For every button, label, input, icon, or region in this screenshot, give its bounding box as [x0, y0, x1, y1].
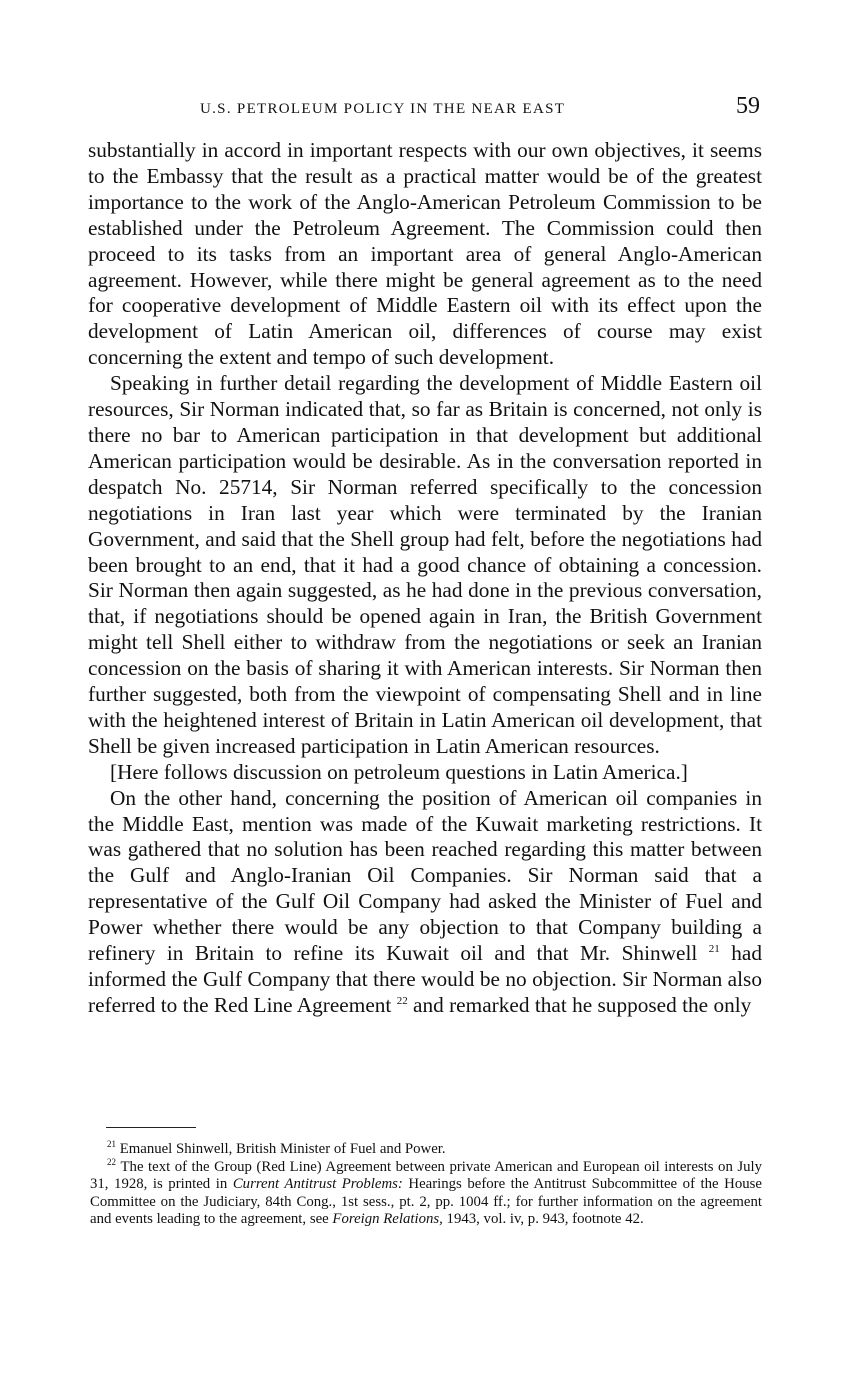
footnote-mark-21: 21	[107, 1139, 116, 1150]
footnote-22-text-b: Hearings before the Antitrust Subcommittee of the House Committee on the Judiciary, 84th Cong., 1st sess., pt. 2, pp. 1004 ff.; for further information on the agreement and events leading to the agreement, see	[90, 1176, 762, 1227]
footnotes	[90, 1141, 762, 1229]
paragraph-4-part-c: and remarked that he supposed the only	[413, 992, 752, 1017]
citation-title-foreign-relations: Foreign Relations,	[332, 1211, 443, 1227]
body-text	[88, 138, 762, 1019]
paragraph-4	[88, 786, 762, 1019]
footnote-21-text: Emanuel Shinwell, British Minister of Fuel and Power.	[119, 1141, 446, 1157]
footnote-22-text-c: 1943, vol. iv, p. 943, footnote 42.	[446, 1211, 644, 1227]
footnote-ref-21[interactable]: 21	[708, 943, 720, 955]
paragraph-4-part-a: On the other hand, concerning the position of American oil companies in the Middle East, mention was made of the Kuwait marketing restrictions. It was gathered that no solution has been reached regarding this matter between the Gulf and Anglo-Iranian Oil Companies. Sir Norman said that a representative of the Gulf Oil Company had asked the Minister of Fuel and Power whether there would be any objection to that Company building a refinery in Britain to refine its Kuwait oil and that Mr. Shinwell	[88, 785, 762, 966]
paragraph-4-part-b: had informed the Gulf Company that there would be no objection. Sir Norman also referred to the Red Line Agreement	[88, 941, 763, 1017]
footnote-21	[90, 1141, 762, 1159]
citation-title-current-antitrust: Current Antitrust Problems:	[232, 1176, 403, 1192]
footnote-22	[90, 1156, 763, 1229]
running-head: U.S. PETROLEUM POLICY IN THE NEAR EAST	[200, 101, 566, 117]
footnote-22-text-a: The text of the Group (Red Line) Agreement between private American and European oil interests on July 31, 1928, is printed in	[90, 1158, 763, 1192]
footnote-ref-22[interactable]: 22	[396, 994, 408, 1007]
paragraph-1: substantially in accord in important respects with our own objectives, it seems to the Embassy that the result as a practical matter would be of the greatest importance to the work of the Anglo-American Petroleum Commission to be established under the Petroleum Agreement. The Commission could then proceed to its tasks from an important area of general Anglo-American agreement. However, while there might be general agreement as to the need for cooperative development of Middle Eastern oil with its effect upon the development of Latin American oil, differences of course may exist concerning the extent and tempo of such development.	[88, 138, 762, 370]
footnote-divider	[106, 1127, 196, 1128]
footnote-mark-22: 22	[107, 1156, 116, 1167]
page-number: 59	[736, 93, 760, 119]
paragraph-2: Speaking in further detail regarding the development of Middle Eastern oil resources, Sir Norman indicated that, so far as Britain is concerned, not only is there no bar to American participation in that development but additional American participation would be desirable. As in the conversation reported in despatch No. 25714, Sir Norman referred specifically to the concession negotiations in Iran last year which were terminated by the Iranian Government, and said that the Shell group had felt, before the negotiations had been brought to an end, that it had a good chance of obtaining a concession. Sir Norman then again suggested, as he had done in the previous conversation, that, if negotiations should be opened again in Iran, the British Government might tell Shell either to withdraw from the negotiations or seek an Iranian concession on the basis of sharing it with American interests. Sir Norman then further suggested, both from the viewpoint of compensating Shell and in line with the heightened interest of Britain in Latin American oil development, that Shell be given increased participation in Latin American resources.	[88, 371, 762, 758]
editorial-note: [Here follows discussion on petroleum questions in Latin America.]	[110, 759, 688, 784]
page-header	[90, 93, 760, 123]
